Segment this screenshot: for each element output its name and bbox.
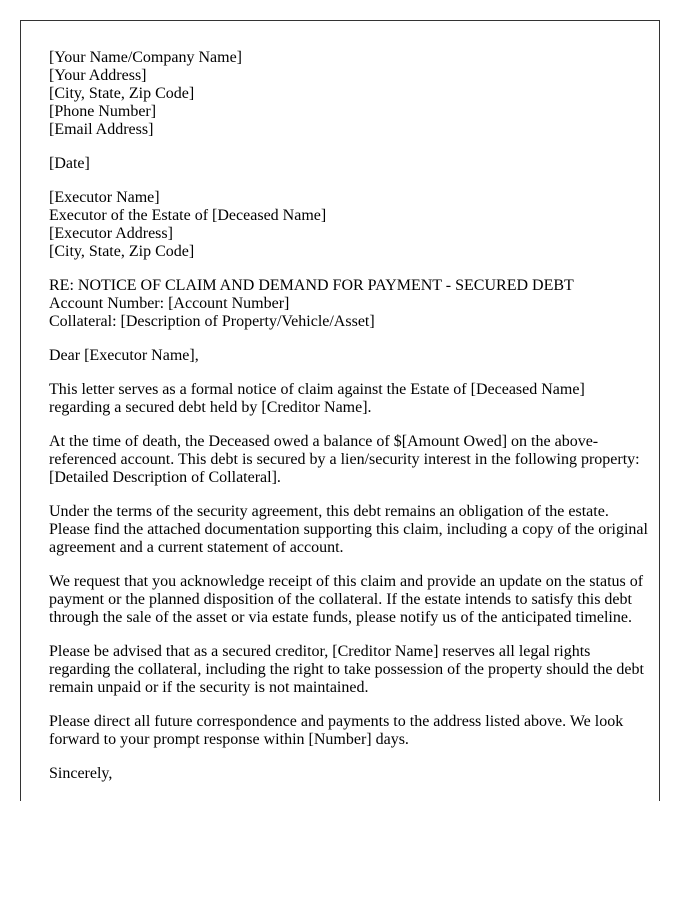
sender-address: [Your Address]: [49, 67, 147, 84]
recipient-title: Executor of the Estate of [Deceased Name]: [49, 207, 327, 224]
sender-name: [Your Name/Company Name]: [49, 49, 243, 66]
closing: Sincerely,: [49, 765, 113, 782]
letter-date: [Date]: [49, 155, 90, 172]
recipient-address: [Executor Address]: [49, 225, 173, 242]
reference-block: [49, 277, 649, 331]
paragraph-terms: Under the terms of the security agreement, this debt remains an obligation of the estate. Please find the attached documentation supporting this claim, including a copy of the original agreement and a current statement of account.: [49, 503, 648, 556]
letter-body: [49, 49, 649, 799]
paragraph-rights: Please be advised that as a secured creditor, [Creditor Name] reserves all legal rights regarding the collateral, including the right to take possession of the property should the debt remain unpaid or if the security is not maintained.: [49, 643, 644, 696]
date-block: [49, 155, 649, 173]
letter-page: [20, 20, 660, 801]
collateral-line: Collateral: [Description of Property/Vehicle/Asset]: [49, 313, 375, 330]
sender-city-state-zip: [City, State, Zip Code]: [49, 85, 195, 102]
recipient-name: [Executor Name]: [49, 189, 160, 206]
sender-email: [Email Address]: [49, 121, 154, 138]
sender-phone: [Phone Number]: [49, 103, 157, 120]
subject-line: RE: NOTICE OF CLAIM AND DEMAND FOR PAYMENT - SECURED DEBT: [49, 277, 574, 294]
sender-block: [49, 49, 649, 139]
salutation: Dear [Executor Name],: [49, 347, 199, 364]
account-number-line: Account Number: [Account Number]: [49, 295, 290, 312]
paragraph-request: We request that you acknowledge receipt of this claim and provide an update on the status of payment or the planned disposition of the collateral. If the estate intends to satisfy this debt through the sale of the asset or via estate funds, please notify us of the anticipated timeline.: [49, 573, 644, 626]
paragraph-notice: This letter serves as a formal notice of claim against the Estate of [Deceased Name] regarding a secured debt held by [Creditor Name].: [49, 381, 585, 416]
paragraph-balance: At the time of death, the Deceased owed a balance of $[Amount Owed] on the above-referenced account. This debt is secured by a lien/security interest in the following property: [Detailed Description of Collateral].: [49, 433, 640, 486]
paragraph-correspondence: Please direct all future correspondence and payments to the address listed above. We look forward to your prompt response within [Number] days.: [49, 713, 624, 748]
recipient-block: [49, 189, 649, 261]
recipient-city-state-zip: [City, State, Zip Code]: [49, 243, 195, 260]
